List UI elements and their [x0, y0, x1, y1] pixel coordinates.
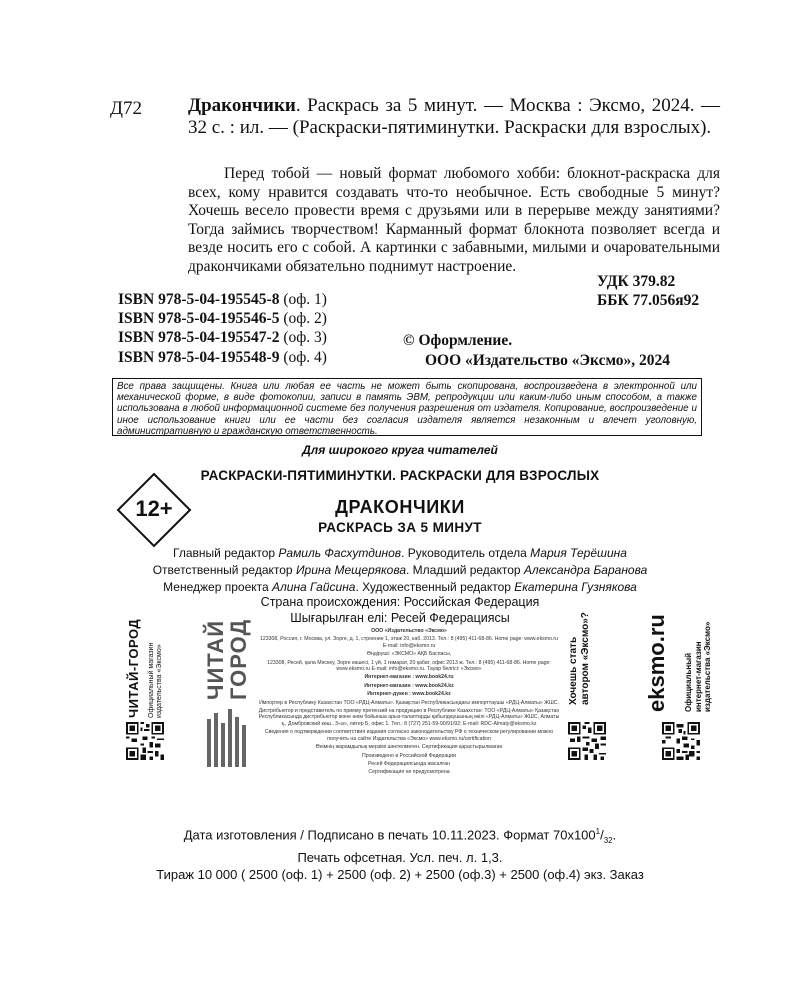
qr-code-icon [662, 722, 700, 760]
print-info-line-2: Печать офсетная. Усл. печ. л. 1,3. [297, 849, 503, 865]
small-print-line: 123308, Россия, г. Москва, ул. Зорге, д. 1, строение 1, этаж 20, каб. 2013. Тел.: 8 (495) 411-68-86. Home page: www.eksmo.ru E-mail: info@eksmo.ru [259, 636, 559, 649]
country-of-origin [0, 594, 800, 626]
small-print-line: Интернет-магазин : www.book24.kz [364, 682, 454, 689]
chitai-gorod-bars-icon [205, 705, 249, 767]
small-print-line: Сертификация не предусмотрена [368, 769, 450, 776]
copyright-line-1: © Оформление. [403, 332, 513, 349]
small-print-line: ООО «Издательство «Эксмо» [371, 628, 447, 634]
small-print-line: Интернет-дүкен : www.book24.kz [367, 691, 451, 698]
annotation: Перед тобой — новый формат любомого хобби: блокнот-раскраска для всех, кому нравится создавать что-то необычное. Есть свободные 5 минут? Хочешь весело провести время с друзьями или в перерыве между занятиями? Тогда займись творчеством! Карманный формат блокнота позволяет всегда и везде носить его с собой. А картинки с забавными, милыми и очаровательными дракончиками обязательно поднимут настроение. [188, 165, 720, 275]
title-sub: РАСКРАСЬ ЗА 5 МИНУТ [318, 520, 482, 535]
small-print-line: Дистрибьютор и представитель по приему претензий на продукцию в Республике Казахстан: ТОО «РДЦ-Алматы» Қазақстан Республикасында дистрибьютор және өнім бойынша арыз-талаптарды қабылдаушының өкілі «РДЦ-Алматы» ЖШС, Алматы қ., Домбровский көш., 3«а», литер Б, офис 1. Тел.: 8 (727) 251-59-90/91/92; E-mail: RDC-Almaty@eksmo.kz [258, 708, 560, 727]
origin-ru: Страна происхождения: Российская Федерация [260, 595, 540, 609]
print-info-line-3: Тираж 10 000 ( 2500 (оф. 1) + 2500 (оф. 2) + 2500 (оф.3) + 2500 (оф.4) экз. Заказ [156, 866, 644, 882]
small-print-line: 123308, Ресей, қала Мәскеу, Зорге көшесі, 1 үй, 1 ғимарат, 20 қабат, офис 2013 ж. Тел.: 8 (495) 411-68-86. Home page: www.eksmo.ru E-mail: info@eksmo.ru. Тауар белгісі: «Эксмо» [267, 659, 551, 673]
bibliographic-rest: . Раскрась за 5 минут. — Москва : Эксмо, 2024. — 32 с. : ил. — (Раскраски-пятиминутки. Раскраски для взрослых). [188, 95, 720, 138]
isbn-item: ISBN 978-5-04-195545-8 (оф. 1) [118, 291, 327, 308]
credits-line-1: Главный редактор Рамиль Фасхутдинов. Руководитель отдела Мария Терёшина [173, 546, 627, 560]
small-print-line: Интернет-магазин : www.book24.ru [364, 674, 454, 681]
small-print-line: Ресей Федерациясында жасалған [367, 760, 451, 767]
qr-code-icon [126, 722, 164, 760]
rights-notice: Все права защищены. Книга или любая ее часть не может быть скопирована, воспроизведена в электронной или механической форме, в виде фотокопии, записи в память ЭВМ, репродукции или каким-либо иным способом, а также использована в любой информационной системе без получения разрешения от издателя. Копирование, воспроизведение и иное использование книги или ее части без согласия издателя является незаконным и влечет уголовную, административную и гражданскую ответственность. [112, 378, 702, 436]
small-print-line: Өндіруші: «ЭКСМО» АҚБ Баспасы, [366, 651, 452, 658]
chitai-gorod-logo-line-2: ГОРОД [226, 618, 251, 700]
print-info [0, 823, 800, 883]
chitai-gorod-label: ЧИТАЙ-ГОРОД [126, 618, 141, 718]
series-title: РАСКРАСКИ-ПЯТИМИНУТКИ. РАСКРАСКИ ДЛЯ ВЗРОСЛЫХ [200, 468, 600, 483]
age-rating: 12+ [135, 496, 173, 521]
author-call-text: Хочешь стать автором «Эксмо»? [568, 612, 591, 705]
isbn-list [118, 290, 327, 367]
classification-codes [597, 272, 699, 310]
eksmo-site-link[interactable]: eksmo.ru [644, 614, 669, 712]
eksmo-shop-text: Официальный интернет-магазин издательства «Эксмо» [684, 621, 712, 712]
publisher-small-print [258, 628, 560, 778]
small-print-line: Произведено в Российской Федерации [362, 752, 456, 759]
isbn-item: ISBN 978-5-04-195546-5 (оф. 2) [118, 310, 327, 328]
isbn-item: ISBN 978-5-04-195547-2 (оф. 3) [118, 329, 327, 347]
copyright-line-2: ООО «Издательство «Эксмо», 2024 [425, 351, 671, 369]
small-print-line: Өнімнің жарамдылық мерзімі шектелмеген. Сертификация қарастырылмаған [315, 744, 503, 751]
qr-code-icon [568, 722, 606, 760]
bbk-author-code: Д72 [110, 98, 142, 119]
title-main: ДРАКОНЧИКИ [335, 497, 465, 517]
copyright [403, 331, 670, 370]
print-info-line-1: Дата изготовления / Подписано в печать 10.11.2023. Формат $70x100^1/_{32}$. [183, 827, 617, 845]
udk-code: УДК 379.82 [597, 273, 676, 290]
audience-label: Для широкого круга читателей [302, 443, 498, 457]
editorial-credits [0, 545, 800, 596]
chitai-gorod-sub: Официальный магазин издательства «Эксмо» [148, 642, 163, 718]
origin-kz: Шығарылған елі: Ресей Федерациясы [290, 611, 510, 625]
chitai-gorod-logo-line-1: ЧИТАЙ [203, 619, 228, 700]
bbk-code: ББК 77.056я92 [597, 292, 700, 309]
credits-line-2: Ответственный редактор Ирина Мещерякова. Младший редактор Александра Баранова [152, 563, 648, 577]
small-print-line: Сведения о подтверждении соответствия издания согласно законодательству РФ о техническом регулировании можно получить на сайте Издательства «Эксмо» www.eksmo.ru/certification [264, 729, 554, 742]
credits-line-3: Менеджер проекта Алина Гайсина. Художественный редактор Екатерина Гузнякова [163, 580, 637, 594]
bibliographic-description [188, 95, 720, 139]
book-title: Дракончики [188, 95, 296, 116]
small-print-line: Импортер в Республику Казахстан ТОО «РДЦ-Алматы». Қазақстан Республикасындағы импорттаушы «РДЦ-Алматы» ЖШС. [259, 699, 559, 706]
isbn-item: ISBN 978-5-04-195548-9 (оф. 4) [118, 348, 327, 366]
